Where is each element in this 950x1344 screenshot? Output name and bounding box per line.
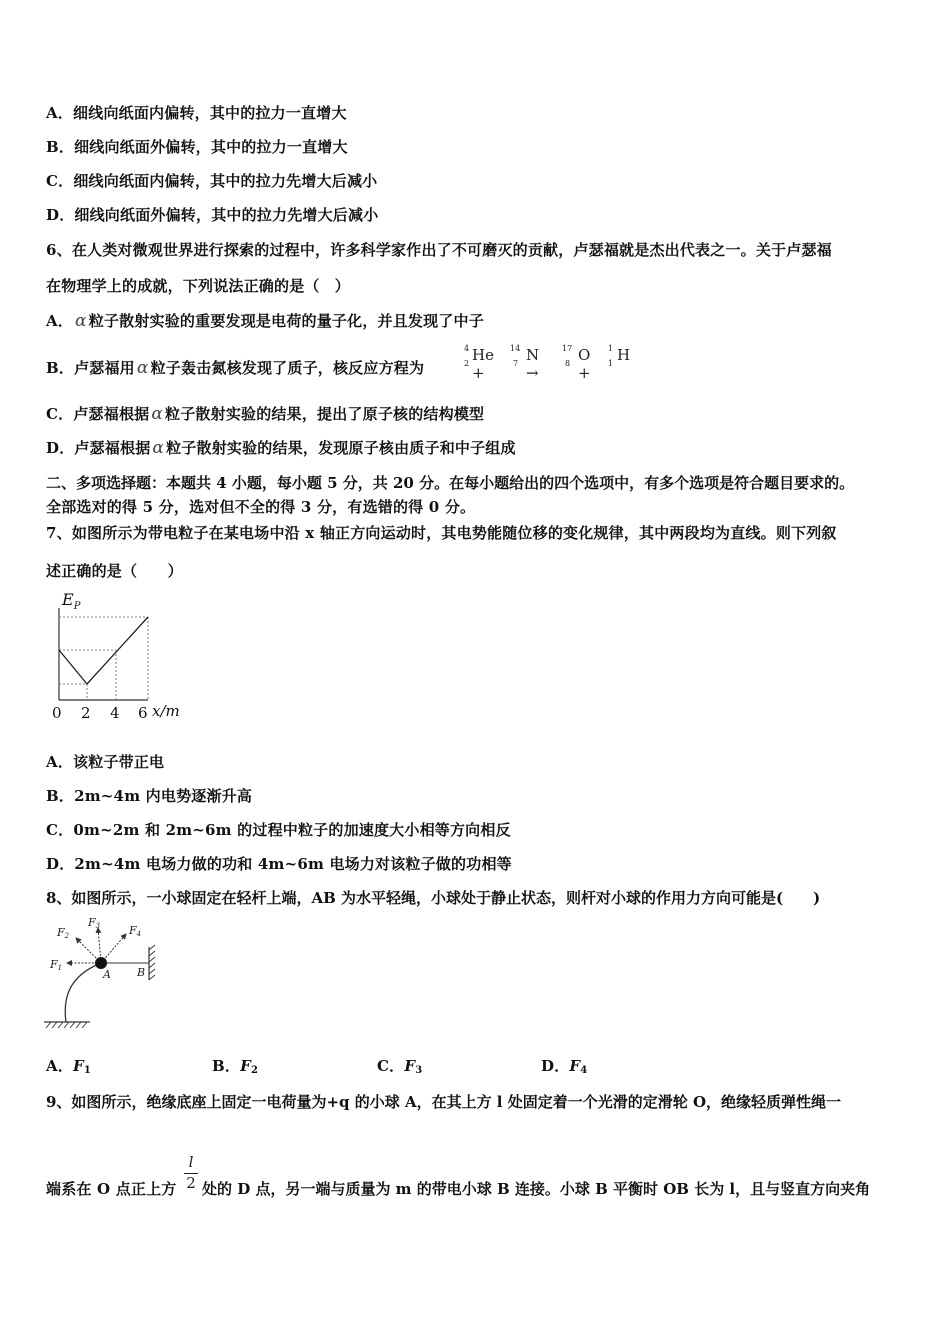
potential-energy-curve <box>59 617 148 684</box>
tick-0: 0 <box>52 704 62 722</box>
q7-option-a: A．该粒子带正电 <box>46 753 165 771</box>
q5-option-d: D．细线向纸面外偏转，其中的拉力先增大后减小 <box>46 206 379 224</box>
q8-option-c-label: C． <box>377 1057 405 1075</box>
x-axis-label: x/m <box>152 702 180 720</box>
q6-stem-line2: 在物理学上的成就，下列说法正确的是（ ） <box>46 277 351 295</box>
q8-stem: 8、如图所示，一小球固定在轻杆上端，AB 为水平轻绳，小球处于静止状态，则杆对小球的作用力方向可能是( ) <box>46 889 821 907</box>
q6-option-b-text: 粒子轰击氮核发现了质子，核反应方程为 <box>150 359 425 377</box>
q6-option-d <box>46 437 516 458</box>
h-atomic-number: 1 <box>608 359 614 368</box>
h-mass-number: 1 <box>608 344 614 353</box>
q9-stem-line2-start: 端系在 O 点正上方 <box>46 1180 177 1198</box>
q6-option-b-label: B．卢瑟福用 <box>46 359 135 377</box>
q7-stem-line1: 7、如图所示为带电粒子在某电场中沿 x 轴正方向运动时，其电势能随位移的变化规律，其中两段均为直线。则下列叙 <box>46 524 837 542</box>
fraction-numerator: l <box>188 1153 194 1171</box>
q6-option-a-label: A． <box>46 312 74 330</box>
tick-2: 2 <box>81 704 91 722</box>
section2-instructions-line1: 二、多项选择题：本题共 4 小题，每小题 5 分，共 20 分。在每小题给出的四个选项中，有多个选项是符合题目要求的。 <box>46 474 855 492</box>
q8-option-b-sub: 2 <box>250 1065 259 1076</box>
light-rod <box>65 963 101 1022</box>
dashed-guides <box>59 617 148 700</box>
q6-option-a <box>46 310 484 331</box>
q6-option-c <box>46 403 484 424</box>
q5-option-a: A．细线向纸面内偏转，其中的拉力一直增大 <box>46 104 347 122</box>
q8-option-b-force: F <box>240 1057 251 1075</box>
q6-option-c-text: 粒子散射实验的结果，提出了原子核的结构模型 <box>165 405 485 423</box>
q6-option-a-text: 粒子散射实验的重要发现是电荷的量子化，并且发现了中子 <box>88 312 484 330</box>
q8-force-diagram <box>40 912 170 1036</box>
q8-option-d-sub: 4 <box>580 1065 588 1076</box>
q6-stem-line1: 6、在人类对微观世界进行探索的过程中，许多科学家作出了不可磨灭的贡献，卢瑟福就是杰出代表之一。关于卢瑟福 <box>46 241 832 259</box>
label-point-a: A <box>103 968 111 981</box>
o-symbol: O + <box>578 346 591 382</box>
fraction-denominator: 2 <box>186 1174 196 1192</box>
he-mass-number: 4 <box>464 344 470 353</box>
alpha-symbol: α <box>152 438 165 458</box>
wall-hatching <box>149 945 155 980</box>
q5-option-c: C．细线向纸面内偏转，其中的拉力先增大后减小 <box>46 172 378 190</box>
ground-hatching <box>46 1022 87 1028</box>
n-atomic-number: 7 <box>513 359 519 368</box>
q8-option-a <box>46 1055 91 1076</box>
q9-stem-line1: 9、如图所示，绝缘底座上固定一电荷量为+q 的小球 A，在其上方 l 处固定着一个光滑的定滑轮 O，绝缘轻质弹性绳一 <box>46 1093 842 1111</box>
q6-option-b <box>46 357 424 378</box>
y-axis-label: $E_P$ <box>62 590 81 612</box>
q8-option-b-label: B． <box>212 1057 241 1075</box>
q7-option-b: B．2m~4m 内电势逐渐升高 <box>46 787 253 805</box>
q6-option-d-text: 粒子散射实验的结果，发现原子核由质子和中子组成 <box>166 439 516 457</box>
n-symbol: N → <box>526 346 540 382</box>
q8-option-a-sub: 1 <box>83 1065 92 1076</box>
o-mass-number: 17 <box>562 344 573 353</box>
tick-6: 6 <box>138 704 148 722</box>
alpha-symbol: α <box>151 404 164 424</box>
label-f2: F2 <box>57 926 70 940</box>
alpha-symbol: α <box>75 311 87 331</box>
q6-option-c-label: C．卢瑟福根据 <box>46 405 150 423</box>
label-f3: F3 <box>88 916 101 930</box>
label-f4: F4 <box>129 924 142 938</box>
q8-option-a-label: A． <box>46 1057 74 1075</box>
q9-stem-line2-end: 处的 D 点，另一端与质量为 m 的带电小球 B 连接。小球 B 平衡时 OB 长为 l，且与竖直方向夹角 <box>202 1180 871 1198</box>
q8-option-c-sub: 3 <box>415 1065 423 1076</box>
q6-option-d-label: D．卢瑟福根据 <box>46 439 151 457</box>
label-point-b: B <box>137 966 146 979</box>
label-f1: F1 <box>50 958 63 972</box>
q8-option-c <box>377 1055 422 1076</box>
tick-4: 4 <box>110 704 120 722</box>
o-atomic-number: 8 <box>565 359 571 368</box>
q7-potential-energy-graph <box>46 590 196 724</box>
section2-instructions-line2: 全部选对的得 5 分，选对但不全的得 3 分，有选错的得 0 分。 <box>46 498 476 516</box>
q8-option-d <box>541 1055 587 1076</box>
he-symbol: He + <box>472 346 494 382</box>
q7-option-c: C．0m~2m 和 2m~6m 的过程中粒子的加速度大小相等方向相反 <box>46 821 511 839</box>
q7-stem-line2: 述正确的是（ ） <box>46 562 183 580</box>
q8-option-d-force: F <box>569 1057 581 1075</box>
alpha-symbol: α <box>136 358 149 378</box>
q8-option-a-force: F <box>73 1057 84 1075</box>
fraction-l-over-2 <box>184 1153 198 1192</box>
q7-option-d: D．2m~4m 电场力做的功和 4m~6m 电场力对该粒子做的功相等 <box>46 855 512 873</box>
n-mass-number: 14 <box>510 344 521 353</box>
h-symbol: H <box>617 346 631 364</box>
q8-option-d-label: D． <box>541 1057 570 1075</box>
q8-option-b <box>212 1055 258 1076</box>
q8-option-c-force: F <box>404 1057 416 1075</box>
q5-option-b: B．细线向纸面外偏转，其中的拉力一直增大 <box>46 138 348 156</box>
he-atomic-number: 2 <box>464 359 470 368</box>
